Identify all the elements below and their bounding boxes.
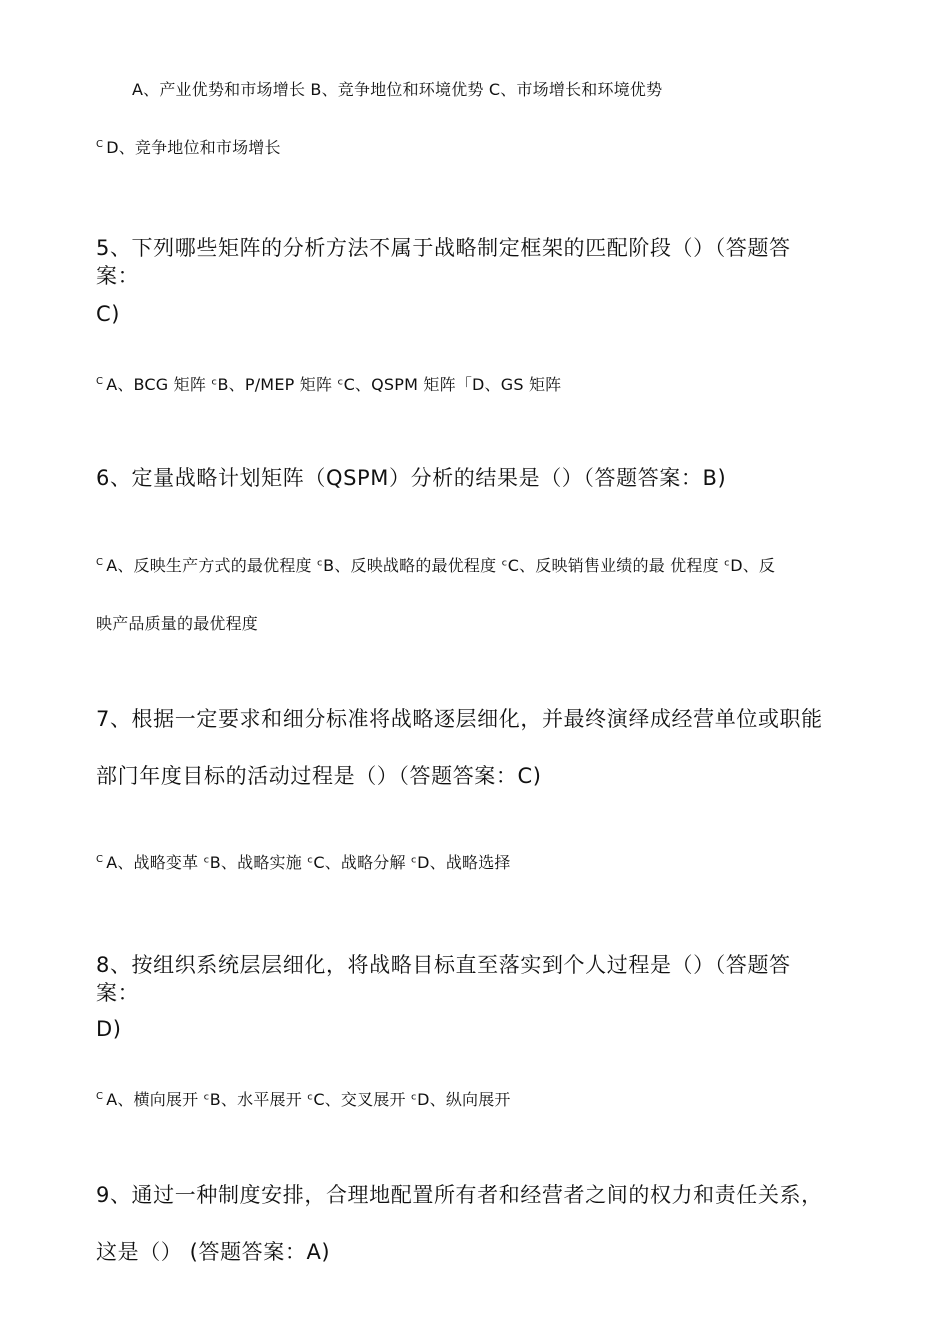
question-9-text: 9、通过一种制度安排，合理地配置所有者和经营者之间的权力和责任关系， [96,1183,823,1207]
question-7-text: 7、根据一定要求和细分标准将战略逐层细化，并最终演绎成经营单位或职能 [96,707,823,731]
option-radio-mark: C [96,139,104,150]
option-radio-mark: C [96,1091,104,1102]
question-7-text-cont: 部门年度目标的活动过程是（）（答题答案：C) [96,764,542,788]
options-q7 [96,850,511,873]
question-5-answer: C) [96,302,121,326]
question-8-text-cont: 案： [96,981,140,1005]
question-5-text: 5、下列哪些矩阵的分析方法不属于战略制定框架的匹配阶段（）（答题答 [96,236,791,260]
options-q6-line1 [96,553,775,576]
option-text: A、BCG 矩阵 ᶜB、P/MEP 矩阵 ᶜC、QSPM 矩阵「D、GS 矩阵 [106,375,562,394]
option-text: A、反映生产方式的最优程度 ᶜB、反映战略的最优程度 ᶜC、反映销售业绩的最 优程度 ᶜD、反 [106,556,776,575]
option-text: A、战略变革 ᶜB、战略实施 ᶜC、战略分解 ᶜD、战略选择 [106,853,511,872]
question-8-text: 8、按组织系统层层细化，将战略目标直至落实到个人过程是（）（答题答 [96,953,791,977]
options-q6-line2: 映产品质量的最优程度 [96,614,259,633]
option-text: D、竞争地位和市场增长 [106,138,281,157]
option-radio-mark: C [96,854,104,865]
option-text: A、横向展开 ᶜB、水平展开 ᶜC、交叉展开 ᶜD、纵向展开 [106,1090,511,1109]
options-q4-line2 [96,135,281,158]
options-q5 [96,372,561,395]
question-8-answer: D) [96,1017,122,1041]
options-q8 [96,1087,511,1110]
option-radio-mark: C [96,376,104,387]
options-q4-line1: A、产业优势和市场增长 B、竞争地位和环境优势 C、市场增长和环境优势 [132,80,663,99]
question-5-text-cont: 案： [96,264,140,288]
question-9-text-cont: 这是（） (答题答案：A) [96,1240,331,1264]
option-radio-mark: C [96,557,104,568]
question-6-text: 6、定量战略计划矩阵（QSPM）分析的结果是（）（答题答案：B) [96,466,727,490]
